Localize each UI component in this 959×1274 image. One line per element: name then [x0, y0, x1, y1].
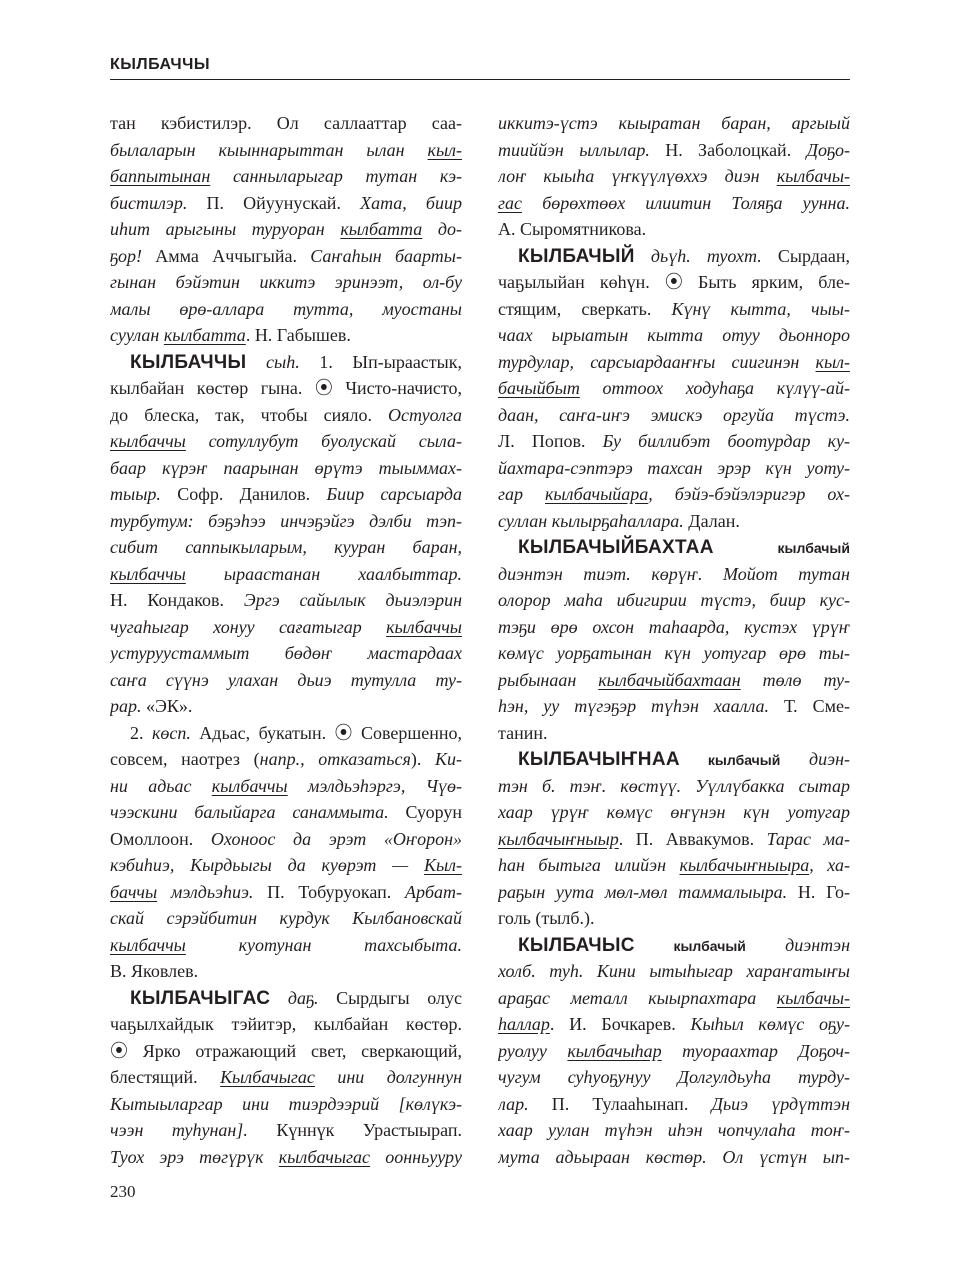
text-run: дьүһ. туохт.: [634, 245, 762, 266]
text-run: ⦿ Ярко отражающий свет, сверкающий,: [110, 1040, 462, 1061]
text-line: [110, 826, 462, 853]
headword: КЫЛБАЧЧЫ: [130, 351, 247, 373]
text-run: танин.: [498, 722, 548, 743]
text-run: һэн, уу түгэҕэр түһэн хаалла.: [498, 696, 770, 716]
text-run: 1. Ып-ыраастык,: [299, 351, 462, 372]
text-run: чаах ырыатын кытта отуу дьонноро: [498, 325, 850, 345]
text-line: [110, 243, 462, 270]
text-line: [498, 1064, 850, 1091]
text-line: [498, 614, 850, 641]
text-run: кыл-: [815, 351, 850, 372]
text-run: до блеска, так, чтобы сияло.: [110, 404, 389, 425]
text-line: [498, 1038, 850, 1065]
text-run: мэлдьэһэргэ, Чүө-: [287, 775, 462, 796]
text-run: Далан.: [683, 510, 740, 531]
text-run: кылбаччы: [110, 563, 186, 584]
text-run: сотуллубут буолускай сыла-: [185, 431, 462, 451]
text-line: [498, 375, 850, 402]
text-line: [498, 1144, 850, 1171]
text-line: [110, 561, 462, 588]
text-run: даан, саҥа-иҥэ эмискэ оргуйа түстэ.: [498, 404, 850, 425]
headword: КЫЛБАЧЫГАС: [130, 987, 271, 1009]
text-run: Арбат-: [404, 881, 462, 902]
header-rule: [110, 79, 850, 80]
text-line: [110, 879, 462, 906]
text-run: диэн-: [780, 749, 850, 769]
text-run: Доҕо-: [806, 139, 850, 160]
text-line: [498, 1117, 850, 1144]
text-line: [110, 720, 462, 747]
text-run: Күннүк Урастыырап.: [276, 1120, 462, 1140]
text-line: [110, 1064, 462, 1091]
text-run: Дьиэ үрдүттэн: [711, 1093, 850, 1114]
text-run: голь (тылб.).: [498, 908, 595, 928]
text-line: [498, 587, 850, 614]
text-line: [110, 1038, 462, 1065]
text-line: [498, 773, 850, 800]
text-run: ини долгуннун: [314, 1067, 462, 1087]
text-line: [498, 1091, 850, 1118]
text-line: [110, 587, 462, 614]
text-run: суулан: [110, 325, 164, 345]
text-run: Сырдыгы олус: [318, 987, 462, 1008]
text-run: баппытынан: [110, 166, 211, 186]
text-run: П. Ойуунускай.: [187, 192, 361, 213]
text-line: [110, 640, 462, 667]
text-run: Суорун: [388, 802, 462, 822]
text-run: баччы: [110, 881, 158, 902]
left-column: [110, 110, 462, 1170]
text-run: чаҕылхайдык тэйитэр, кылбайан көстөр.: [110, 1014, 462, 1034]
text-run: Охоноос да эрэт «Оҥорон»: [210, 828, 462, 849]
cross-reference-headword: кылбачый: [713, 540, 850, 556]
text-line: [498, 481, 850, 508]
text-line: [498, 826, 850, 853]
text-run: Туох эрэ төгүрүк: [110, 1146, 279, 1167]
text-run: кылбатта: [163, 325, 246, 345]
text-run: Кытыыларгар ини тиэрдээрий [көлүкэ-: [110, 1093, 462, 1114]
text-line: [498, 402, 850, 429]
text-run: чээн туһунан].: [110, 1120, 277, 1140]
text-run: , бэйэ-бэйэлэригэр ох-: [648, 484, 850, 504]
text-run: блестящий.: [110, 1067, 221, 1087]
text-run: ыраастанан хаалбыттар.: [185, 563, 462, 584]
text-run: устуруустаммыт бөдөҥ мастардаах: [110, 643, 462, 663]
text-run: кэбиһиэ, Кырдьыгы да куөрэт —: [110, 855, 424, 875]
text-run: кылбаччы: [110, 431, 186, 451]
text-line: [110, 137, 462, 164]
text-run: , ха-: [809, 855, 850, 875]
text-run: рыбынаан: [498, 669, 599, 690]
text-run: Биир сарсыарда: [326, 484, 462, 504]
text-run: Күнү кытта, чыы-: [671, 298, 850, 319]
text-run: напр., отказаться: [259, 749, 411, 769]
text-run: малы өрө-аллара тутта, муостаны: [110, 298, 462, 319]
text-line: [498, 508, 850, 535]
text-run: совсем, наотрез (: [110, 749, 260, 769]
text-run: иһит арыгыны туруоран: [110, 219, 341, 239]
text-run: төлө ту-: [740, 669, 850, 690]
text-run: Н. Заболоцкай.: [649, 139, 807, 160]
text-line: [498, 455, 850, 482]
text-run: кылбачы-: [776, 166, 850, 186]
text-run: тан кэбистилэр. Ол саллааттар саа-: [110, 113, 462, 133]
text-run: турдулар, сарсыардааҥҥы сиигинэн: [498, 351, 816, 372]
entry-headword-line: [498, 746, 850, 773]
text-run: һан бытыга илийэн: [498, 855, 680, 875]
text-line: [110, 216, 462, 243]
text-line: [498, 667, 850, 694]
text-line: [110, 1117, 462, 1144]
text-run: хаар уулан түһэн иһэн чопчулаһа тоҥ-: [498, 1120, 850, 1140]
text-run: кылбаччы: [110, 934, 186, 955]
text-run: чугум суһуоҕунуу Долгулдьуһа турду-: [498, 1067, 850, 1087]
running-head: КЫЛБАЧЧЫ: [110, 56, 211, 73]
text-run: мута адьыраан көстөр. Ол үстүн ып-: [498, 1146, 850, 1167]
text-run: бачыйбыт: [498, 378, 580, 398]
text-run: Бу биллибэт боотурдар ку-: [602, 431, 850, 451]
text-run: кылбачыҥныыр: [498, 828, 619, 849]
cross-reference-headword: кылбачый: [679, 752, 781, 768]
text-line: [498, 163, 850, 190]
text-run: чээскини балыйарга санаммыта.: [110, 802, 389, 822]
text-run: лар.: [498, 1093, 529, 1114]
text-run: . И. Бочкарев.: [549, 1014, 691, 1034]
entry-headword-line: [110, 349, 462, 376]
text-line: [498, 958, 850, 985]
text-run: тэн б. тэҥ. көстүү. Уүллүбакка сытар: [498, 775, 850, 796]
text-run: Ки-: [435, 749, 462, 769]
text-line: [110, 163, 462, 190]
text-line: [110, 508, 462, 535]
text-line: [498, 137, 850, 164]
text-run: кылбачыһар: [567, 1040, 662, 1061]
text-line: [498, 720, 850, 747]
text-line: [110, 614, 462, 641]
entry-headword-line: [498, 243, 850, 270]
text-run: Мойот тутан: [723, 563, 850, 584]
text-run: Н. Го-: [787, 881, 850, 902]
text-run: Адьас, букатын. ⦿ Совершенно,: [190, 722, 462, 743]
text-line: [110, 667, 462, 694]
text-run: даҕ.: [270, 987, 319, 1008]
text-run: турбутум: бэҕэһээ инчэҕэйгэ дэлби тэп-: [110, 510, 462, 531]
text-line: [110, 534, 462, 561]
text-line: [110, 905, 462, 932]
text-line: [110, 296, 462, 323]
text-line: [110, 428, 462, 455]
text-run: көмүс уорҕатынан күн уотугар өрө ты-: [498, 643, 850, 663]
text-run: олорор маһа ибигирии түстэ, биир кус-: [498, 590, 850, 610]
text-run: Л. Попов.: [498, 431, 603, 451]
text-run: лоҥ кыыһа үҥкүүлүөххэ диэн: [498, 166, 777, 186]
text-run: скай сэрэйбитин курдук Кылбановскай: [110, 908, 462, 928]
text-line: [498, 799, 850, 826]
text-run: Кыһыл көмүс оҕу-: [690, 1014, 850, 1034]
text-run: санныларыгар тутан кэ-: [210, 166, 462, 186]
text-line: [110, 110, 462, 137]
text-run: «ЭК».: [141, 696, 193, 716]
headword: КЫЛБАЧЫҤНАА: [518, 749, 680, 770]
text-line: [498, 216, 850, 243]
text-run: Сырдаан,: [761, 245, 850, 266]
text-run: рар.: [110, 696, 142, 716]
text-line: [498, 852, 850, 879]
text-run: оонньуурy: [370, 1146, 462, 1167]
text-run: Амма Аччыгыйа.: [142, 245, 311, 266]
text-run: туораахтар Доҕоч-: [661, 1040, 850, 1061]
text-run: А. Сыромятникова.: [498, 219, 647, 239]
text-run: Т. Сме-: [769, 696, 850, 716]
text-run: мэлдьэһиэ.: [157, 881, 254, 902]
text-run: ни адьас: [110, 775, 212, 796]
text-run: кылбаччы: [386, 616, 462, 637]
text-line: [110, 322, 462, 349]
text-run: сыһ.: [246, 351, 300, 372]
text-run: саҥа сүүнэ улахан дьиэ тутулла ту-: [110, 669, 462, 690]
text-line: [110, 455, 462, 482]
text-line: [110, 693, 462, 720]
text-run: кылбачыгас: [278, 1146, 371, 1167]
text-line: [498, 269, 850, 296]
text-line: [110, 481, 462, 508]
text-run: Софр. Данилов.: [160, 484, 327, 504]
text-run: бөрөхтөөх илиитин Толяҕа ууннa.: [522, 192, 850, 213]
text-line: [498, 985, 850, 1012]
text-run: В. Яковлев.: [110, 961, 199, 981]
text-line: [110, 958, 462, 985]
text-run: гас: [498, 192, 523, 213]
entry-headword-line: [498, 932, 850, 959]
text-run: раҕын уута мөл-мөл таммалыыра.: [498, 881, 788, 902]
text-run: кылбачыйбахтаан: [598, 669, 741, 690]
text-run: куотунан тахсыбыта.: [185, 934, 462, 955]
text-line: [110, 269, 462, 296]
text-run: ҕор!: [110, 245, 142, 266]
text-run: Саҥаһын баарты-: [310, 245, 462, 266]
text-line: [110, 1144, 462, 1171]
text-run: Тарас ма-: [766, 828, 850, 849]
text-run: сибит саппыкыларым, кууран баран,: [110, 537, 462, 557]
text-line: [110, 402, 462, 429]
text-run: оттоох ходуһаҕа күлүү-ай-: [579, 378, 850, 398]
text-run: кылбатта: [340, 219, 423, 239]
text-run: до-: [422, 219, 462, 239]
text-run: . П. Аввакумов.: [618, 828, 767, 849]
text-run: былаларын кыыннарыттан ылан: [110, 139, 428, 160]
text-run: Кыл-: [424, 855, 462, 875]
text-run: Кылбачыгас: [220, 1067, 315, 1087]
text-run: йахтара-сэптэрэ тахсан эрэр күн уоту-: [498, 457, 850, 478]
text-line: [498, 640, 850, 667]
text-run: кылбачыҥныыра: [679, 855, 810, 875]
text-line: [110, 375, 462, 402]
entry-headword-line: [498, 534, 850, 561]
text-run: Хата, биир: [360, 192, 462, 213]
text-run: иккитэ-үстэ кыыратан баран, аргыый: [498, 113, 850, 133]
text-run: һаллар: [498, 1014, 550, 1034]
entry-headword-line: [110, 985, 462, 1012]
text-run: Омоллоон.: [110, 828, 211, 849]
text-run: бистилэр.: [110, 192, 188, 213]
text-run: тыыр.: [110, 484, 161, 504]
text-run: П. Тобуруокап.: [253, 881, 405, 902]
text-line: [110, 1091, 462, 1118]
text-line: [498, 110, 850, 137]
text-line: [498, 322, 850, 349]
text-line: [498, 1011, 850, 1038]
text-run: көсп.: [151, 722, 191, 743]
text-run: диэнтэн тиэт. көрүҥ.: [498, 563, 724, 584]
headword: КЫЛБАЧЫЙ: [518, 245, 635, 267]
headword: КЫЛБАЧЫЙБАХТАА: [518, 537, 714, 558]
text-line: [498, 296, 850, 323]
right-column: [498, 110, 850, 1170]
text-run: чугаһыгар хонуу сағатыгар: [110, 616, 387, 637]
text-line: [110, 746, 462, 773]
text-run: кыл-: [427, 139, 462, 160]
text-run: Эргэ сайылык дьиэлэрин: [243, 590, 462, 610]
text-run: чаҕылыйан көһүн. ⦿ Быть ярким, бле-: [498, 272, 850, 292]
text-line: [498, 561, 850, 588]
text-line: [498, 349, 850, 376]
text-run: тэҕи өрө охсон таһаарда, кустэх үрүҥ: [498, 616, 850, 637]
text-run: 2.: [130, 722, 152, 743]
text-run: хаар үрүҥ көмүс өҥүнэн күн уотугар: [498, 802, 850, 822]
text-line: [498, 905, 850, 932]
text-line: [498, 428, 850, 455]
text-run: суллан кылырҕаһаллара.: [498, 510, 684, 531]
text-run: Н. Кондаков.: [110, 590, 244, 610]
text-line: [110, 932, 462, 959]
headword: КЫЛБАЧЫС: [518, 934, 635, 956]
cross-reference-headword: кылбачый: [634, 937, 746, 954]
text-run: руолуу: [498, 1040, 568, 1061]
text-run: стящим, сверкать.: [498, 298, 672, 319]
text-line: [498, 190, 850, 217]
text-run: . Н. Габышев.: [245, 325, 351, 345]
text-line: [110, 799, 462, 826]
text-run: гар: [498, 484, 545, 504]
text-run: кылбачыйара: [545, 484, 649, 504]
text-line: [110, 1011, 462, 1038]
text-line: [110, 773, 462, 800]
text-run: диэнтэн: [745, 934, 850, 955]
text-run: П. Тулааһынап.: [528, 1093, 712, 1114]
text-line: [498, 879, 850, 906]
text-line: [498, 693, 850, 720]
text-run: кылбаччы: [211, 775, 288, 796]
text-run: баар күрэҥ паарынан өрүтэ тыыммах-: [110, 457, 462, 478]
text-run: холб. туһ. Кини ытыһыгар хараҥатыҥы: [498, 961, 850, 981]
text-run: тииййэн ыллылар.: [498, 139, 650, 160]
text-line: [110, 852, 462, 879]
text-run: Остуолга: [388, 404, 462, 425]
text-run: араҕас металл кыырпахтара: [498, 987, 777, 1008]
text-run: гынан бэйэтин иккитэ эринээт, ол-бу: [110, 272, 462, 292]
text-run: ).: [410, 749, 436, 769]
text-run: кылбайан көстөр гына. ⦿ Чисто-начисто,: [110, 378, 462, 398]
page-number: 230: [110, 1182, 136, 1201]
text-line: [110, 190, 462, 217]
text-run: кылбачы-: [776, 987, 850, 1008]
